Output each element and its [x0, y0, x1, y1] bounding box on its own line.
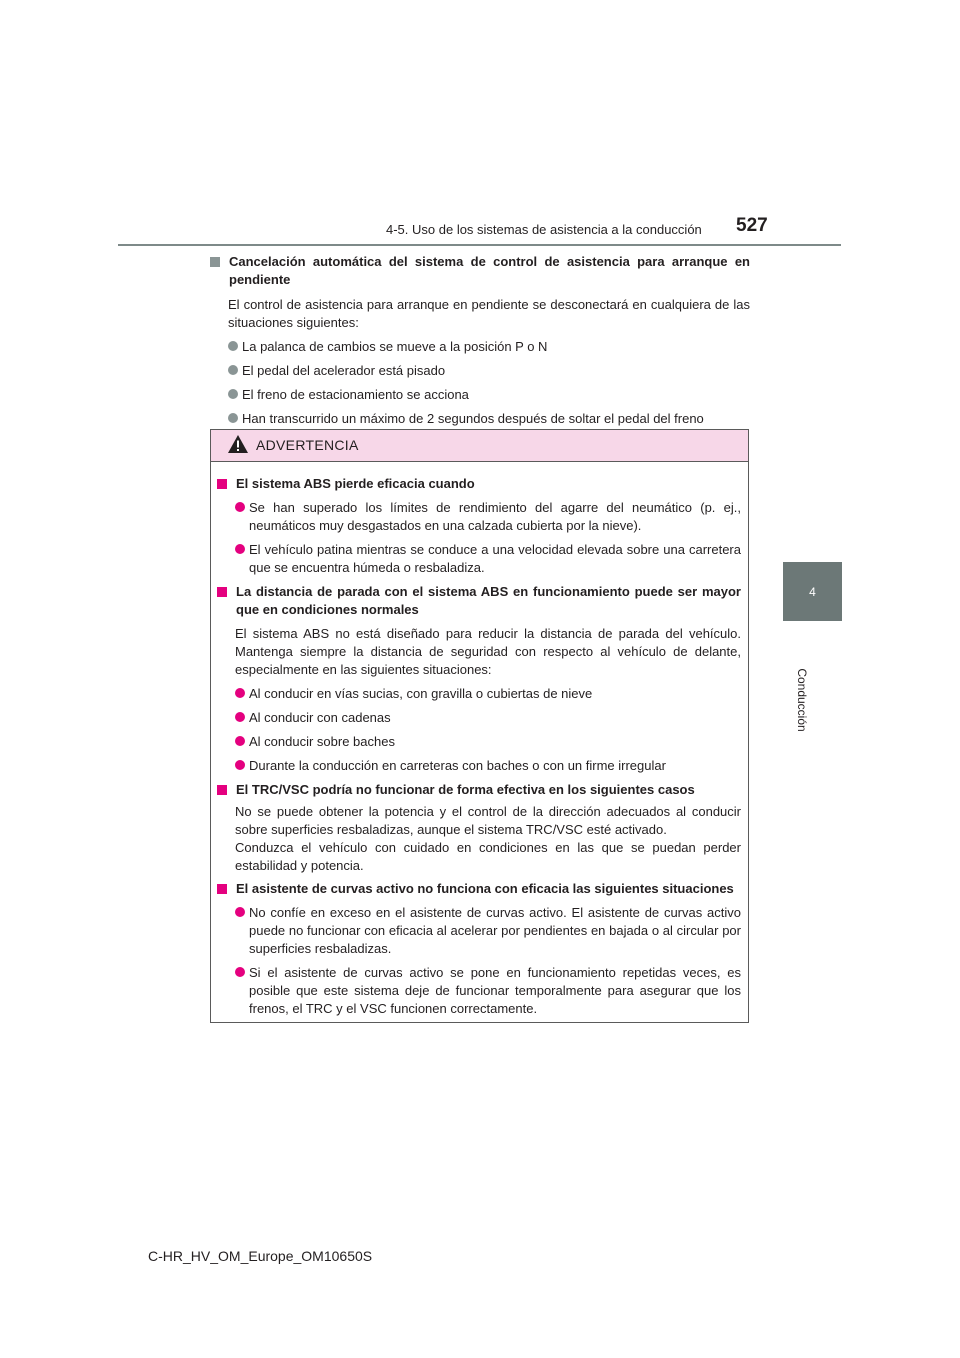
circle-bullet-icon [235, 967, 245, 977]
warning-box [210, 429, 749, 1023]
circle-bullet-icon [235, 544, 245, 554]
list-item [235, 964, 741, 1018]
circle-bullet-icon [235, 736, 245, 746]
circle-bullet-icon [235, 688, 245, 698]
stopping-heading [217, 583, 741, 619]
list-item [228, 362, 750, 380]
trc-vsc-text-2: Conduzca el vehículo con cuidado en condiciones en las que se puedan perder estabilidad y potencia. [235, 840, 741, 873]
warning-title: ADVERTENCIA [256, 437, 359, 453]
heading-text: La distancia de parada con el sistema ABS en funcionamiento puede ser mayor que en condiciones normales [236, 584, 741, 617]
list-item [235, 541, 741, 577]
item-text: Han transcurrido un máximo de 2 segundos después de soltar el pedal del freno [242, 411, 704, 426]
chapter-tab [783, 562, 842, 621]
trc-vsc-text-1: No se puede obtener la potencia y el control de la dirección adecuados al conducir sobre superficies resbaladizas, aunque el sistema TRC/VSC esté activado. [235, 804, 741, 837]
item-text: Durante la conducción en carreteras con baches o con un firme irregular [249, 758, 666, 773]
item-text: El freno de estacionamiento se acciona [242, 387, 469, 402]
auto-cancel-section [210, 253, 750, 428]
square-bullet-icon [217, 479, 227, 489]
item-text: No confíe en exceso en el asistente de curvas activo. El asistente de curvas activo puede no funcionar con eficacia al acelerar por pendientes en bajada o al circular por superficies resbaladizas. [249, 905, 741, 956]
heading-text: El TRC/VSC podría no funcionar de forma efectiva en los siguientes casos [236, 782, 695, 797]
square-bullet-icon [217, 587, 227, 597]
item-text: El pedal del acelerador está pisado [242, 363, 446, 378]
trc-vsc-heading [217, 781, 741, 799]
square-bullet-icon [210, 257, 220, 267]
list-item [235, 904, 741, 958]
list-item [228, 410, 750, 428]
circle-bullet-icon [235, 760, 245, 770]
item-text: Al conducir con cadenas [249, 710, 391, 725]
circle-bullet-icon [228, 389, 238, 399]
chapter-number: 4 [809, 584, 816, 599]
item-text: La palanca de cambios se mueve a la posición P o N [242, 339, 548, 354]
chapter-label: Conducción [795, 668, 809, 732]
warning-header [211, 430, 748, 462]
warning-triangle-icon [227, 434, 249, 454]
header-divider [118, 244, 841, 246]
circle-bullet-icon [235, 712, 245, 722]
item-text: Si el asistente de curvas activo se pone en funcionamiento repetidas veces, es posible que este sistema deje de funcionar temporalmente para asegurar que los frenos, el TRC y el VSC funcionen correctamente. [249, 965, 741, 1016]
list-item [235, 709, 741, 727]
document-code: C-HR_HV_OM_Europe_OM10650S [148, 1248, 373, 1264]
circle-bullet-icon [235, 907, 245, 917]
page-number: 527 [736, 215, 768, 236]
intro-text: El control de asistencia para arranque en pendiente se desconectará en cualquiera de las situaciones siguientes: [228, 297, 750, 330]
circle-bullet-icon [228, 341, 238, 351]
stopping-text: El sistema ABS no está diseñado para reducir la distancia de parada del vehículo. Mantenga siempre la distancia de seguridad con respecto al vehículo de delante, especialmente en las siguientes situaciones: [235, 626, 741, 677]
list-item [235, 733, 741, 751]
abs-heading [217, 475, 741, 493]
item-text: Se han superado los límites de rendimiento del agarre del neumático (p. ej., neumáticos muy desgastados en una calzada cubierta por la nieve). [249, 500, 741, 533]
item-text: Al conducir sobre baches [249, 734, 395, 749]
circle-bullet-icon [228, 365, 238, 375]
heading-text: Cancelación automática del sistema de control de asistencia para arranque en pendiente [229, 254, 750, 287]
list-item [235, 757, 741, 775]
section-title: 4-5. Uso de los sistemas de asistencia a la conducción [386, 222, 702, 237]
circle-bullet-icon [228, 413, 238, 423]
square-bullet-icon [217, 785, 227, 795]
list-item [235, 499, 741, 535]
heading-text: El sistema ABS pierde eficacia cuando [236, 476, 475, 491]
square-bullet-icon [217, 884, 227, 894]
section-heading [210, 253, 750, 289]
list-item [228, 338, 750, 356]
warning-body [211, 462, 748, 1018]
list-item [235, 685, 741, 703]
item-text: El vehículo patina mientras se conduce a una velocidad elevada sobre una carretera que se encuentra húmeda o resbaladiza. [249, 542, 741, 575]
item-text: Al conducir en vías sucias, con gravilla o cubiertas de nieve [249, 686, 593, 701]
heading-text: El asistente de curvas activo no funciona con eficacia las siguientes situaciones [236, 881, 734, 896]
circle-bullet-icon [235, 502, 245, 512]
list-item [228, 386, 750, 404]
curve-heading [217, 880, 741, 898]
